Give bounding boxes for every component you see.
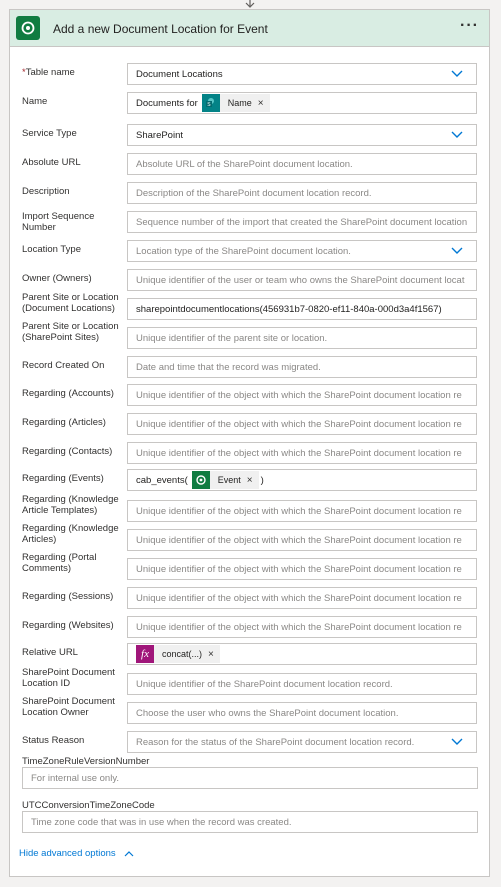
field-label [22, 696, 127, 718]
field-label-text: Name [22, 96, 48, 107]
field-label-text: Regarding (Knowledge Article Templates) [22, 494, 119, 516]
field-placeholder: Choose the user who owns the SharePoint document location. [136, 707, 399, 719]
field-label-text: SharePoint Document Location ID [22, 667, 115, 689]
field-label [22, 157, 127, 168]
field-label-text: Regarding (Knowledge Articles) [22, 523, 119, 545]
chevron-down-icon[interactable] [450, 245, 464, 257]
sharepoint-icon [202, 94, 220, 112]
field-label [22, 523, 127, 545]
chevron-down-icon[interactable] [450, 129, 464, 141]
text-field[interactable] [127, 182, 477, 204]
field-label-text: Record Created On [22, 360, 105, 371]
token-label: Event [217, 475, 241, 485]
text-field[interactable] [127, 298, 477, 320]
text-field[interactable] [127, 500, 477, 522]
field-suffix-text: ) [260, 474, 264, 486]
flow-arrow-icon [243, 0, 257, 8]
field-label-text: Regarding (Events) [22, 473, 104, 484]
required-marker: * [22, 67, 26, 78]
field-placeholder: Unique identifier of the object with which the SharePoint document location re [136, 505, 462, 517]
card-header[interactable] [10, 10, 489, 47]
field-label [22, 67, 127, 78]
text-field[interactable] [127, 558, 477, 580]
more-options-icon[interactable]: ··· [460, 17, 479, 34]
text-field[interactable] [127, 643, 477, 665]
field-label-text: Status Reason [22, 735, 85, 746]
field-placeholder: Description of the SharePoint document location record. [136, 187, 372, 199]
field-label [22, 735, 127, 746]
field-label [22, 96, 127, 107]
dynamic-content-token[interactable] [192, 471, 259, 489]
text-field[interactable] [127, 702, 477, 724]
text-field[interactable] [127, 616, 477, 638]
dataverse-logo-icon [16, 16, 40, 40]
field-label [22, 292, 127, 314]
field-placeholder: Location type of the SharePoint document location. [136, 245, 351, 257]
field-label-text: Import Sequence Number [22, 211, 95, 233]
field-placeholder: Unique identifier of the parent site or location. [136, 332, 328, 344]
field-label-text: Table name [25, 67, 75, 78]
field-placeholder: Unique identifier of the object with which the SharePoint document location re [136, 592, 462, 604]
text-field[interactable] [127, 529, 477, 551]
field-label [22, 552, 127, 574]
field-label [22, 494, 127, 516]
field-label [22, 446, 127, 457]
field-placeholder: Unique identifier of the object with which the SharePoint document location re [136, 563, 462, 575]
field-placeholder: Unique identifier of the object with which the SharePoint document location re [136, 621, 462, 633]
field-label-text: Owner (Owners) [22, 273, 92, 284]
token-label: concat(...) [162, 649, 203, 659]
text-field[interactable] [127, 587, 477, 609]
field-label [22, 591, 127, 602]
field-label-text: Description [22, 186, 70, 197]
chevron-up-icon [122, 849, 136, 859]
field-label [22, 273, 127, 284]
text-field[interactable] [127, 92, 477, 114]
dropdown-field[interactable] [127, 124, 477, 146]
field-value: Document Locations [136, 68, 223, 80]
dropdown-field[interactable] [127, 240, 477, 262]
svg-text:S: S [207, 102, 211, 108]
remove-token-icon[interactable]: × [246, 474, 253, 486]
text-field[interactable] [127, 269, 477, 291]
field-value: SharePoint [136, 129, 184, 141]
field-label-text: Regarding (Sessions) [22, 591, 114, 602]
field-placeholder: Unique identifier of the object with which the SharePoint document location re [136, 447, 462, 459]
text-field[interactable] [22, 811, 478, 833]
field-label-text: Regarding (Contacts) [22, 446, 113, 457]
field-placeholder: Absolute URL of the SharePoint document location. [136, 158, 353, 170]
dynamic-content-token[interactable] [202, 94, 270, 112]
hide-advanced-options-link[interactable] [19, 848, 136, 859]
field-prefix-text: Documents for [136, 97, 198, 109]
field-label: TimeZoneRuleVersionNumber [22, 756, 150, 767]
field-placeholder: Unique identifier of the SharePoint document location record. [136, 678, 393, 690]
field-label-text: Service Type [22, 128, 77, 139]
field-placeholder: Date and time that the record was migrated. [136, 361, 321, 373]
hide-advanced-options-label: Hide advanced options [19, 848, 116, 859]
field-value: sharepointdocumentlocations(456931b7-0820-ef11-840a-000d3a4f1567) [136, 303, 442, 315]
field-label-text: Location Type [22, 244, 81, 255]
field-label-text: Regarding (Websites) [22, 620, 114, 631]
dropdown-field[interactable] [127, 731, 477, 753]
text-field[interactable] [127, 153, 477, 175]
dynamic-content-token[interactable] [136, 645, 220, 663]
field-label-text: Parent Site or Location (Document Locations) [22, 292, 119, 314]
remove-token-icon[interactable]: × [257, 97, 264, 109]
field-label [22, 244, 127, 255]
field-label-text: Relative URL [22, 647, 78, 658]
text-field[interactable] [127, 384, 477, 406]
field-label [22, 321, 127, 343]
field-label [22, 647, 127, 658]
field-placeholder: Unique identifier of the object with which the SharePoint document location re [136, 534, 462, 546]
field-label: UTCConversionTimeZoneCode [22, 800, 155, 811]
field-placeholder: Unique identifier of the object with which the SharePoint document location re [136, 418, 462, 430]
text-field[interactable] [127, 211, 477, 233]
dropdown-field[interactable] [127, 63, 477, 85]
field-placeholder: Unique identifier of the user or team who owns the SharePoint document locat [136, 274, 465, 286]
field-label [22, 620, 127, 631]
text-field[interactable] [127, 469, 477, 491]
field-label [22, 128, 127, 139]
field-label [22, 360, 127, 371]
text-field[interactable] [127, 442, 477, 464]
field-placeholder: For internal use only. [31, 772, 120, 784]
field-label-text: Parent Site or Location (SharePoint Sites) [22, 321, 119, 343]
field-label [22, 473, 127, 484]
field-placeholder: Reason for the status of the SharePoint document location record. [136, 736, 415, 748]
field-label-text: Absolute URL [22, 157, 81, 168]
text-field[interactable] [127, 356, 477, 378]
field-label [22, 388, 127, 399]
field-prefix-text: cab_events( [136, 474, 188, 486]
field-placeholder: Time zone code that was in use when the record was created. [31, 816, 292, 828]
text-field[interactable] [127, 327, 477, 349]
field-label-text: Regarding (Accounts) [22, 388, 114, 399]
function-icon: fx [136, 645, 154, 663]
field-label [22, 417, 127, 428]
dataverse-icon [192, 471, 210, 489]
field-placeholder: Sequence number of the import that created the SharePoint document location [136, 216, 468, 228]
chevron-down-icon[interactable] [450, 68, 464, 80]
text-field[interactable] [127, 673, 477, 695]
text-field[interactable] [22, 767, 478, 789]
chevron-down-icon[interactable] [450, 736, 464, 748]
field-label [22, 667, 127, 689]
token-label: Name [227, 98, 252, 108]
remove-token-icon[interactable]: × [208, 648, 214, 660]
action-card [9, 9, 490, 877]
card-title: Add a new Document Location for Event [53, 22, 268, 36]
text-field[interactable] [127, 413, 477, 435]
field-label-text: Regarding (Portal Comments) [22, 552, 97, 574]
field-label [22, 211, 127, 233]
field-label [22, 186, 127, 197]
field-label-text: SharePoint Document Location Owner [22, 696, 115, 718]
field-placeholder: Unique identifier of the object with which the SharePoint document location re [136, 389, 462, 401]
field-label-text: Regarding (Articles) [22, 417, 106, 428]
